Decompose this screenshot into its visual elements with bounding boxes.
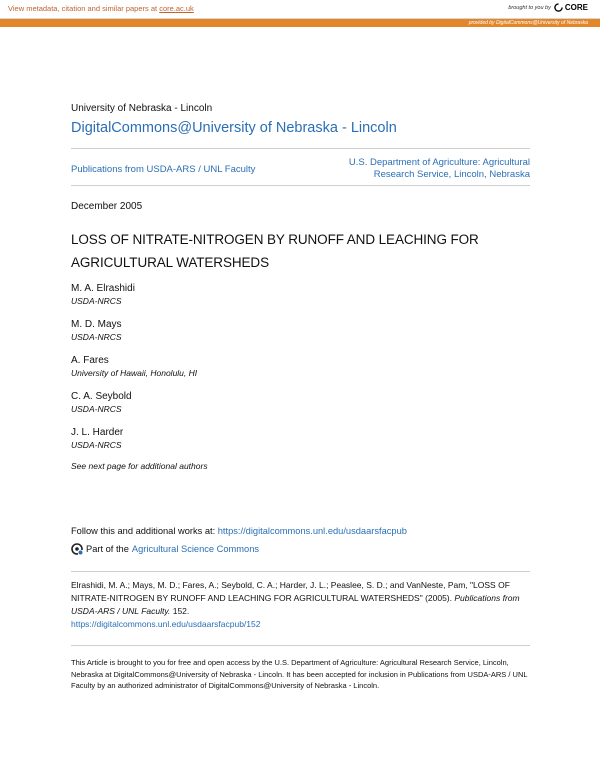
header-divider-top (71, 148, 530, 149)
article-title (71, 228, 541, 274)
core-link[interactable]: core.ac.uk (159, 4, 194, 13)
author-name: M. A. Elrashidi (71, 283, 135, 294)
author-affiliation: USDA-NRCS (71, 440, 122, 450)
author-list (71, 282, 471, 471)
core-banner (0, 0, 600, 19)
citation-number: 152. (170, 606, 190, 616)
repository-title[interactable]: DigitalCommons@University of Nebraska - Lincoln (71, 120, 397, 136)
university-name: University of Nebraska - Lincoln (71, 103, 213, 114)
article-title-line2: AGRICULTURAL WATERSHEDS (71, 255, 269, 270)
follow-url-link[interactable]: https://digitalcommons.unl.edu/usdaarsfacpub (217, 526, 407, 536)
author-affiliation: USDA-NRCS (71, 332, 122, 342)
series-right-line1: U.S. Department of Agriculture: Agricultural (348, 157, 530, 168)
author-name: C. A. Seybold (71, 391, 132, 402)
additional-authors-note: See next page for additional authors (71, 461, 208, 471)
core-brand (508, 3, 588, 12)
article-title-line1: LOSS OF NITRATE-NITROGEN BY RUNOFF AND LEACHING FOR (71, 232, 479, 247)
author-affiliation: USDA-NRCS (71, 404, 122, 414)
citation-url-link[interactable]: https://digitalcommons.unl.edu/usdaarsfacpub/152 (71, 619, 261, 629)
core-metadata-text (8, 4, 194, 13)
author-name: J. L. Harder (71, 427, 124, 438)
commons-network-icon (71, 543, 83, 555)
core-logo-text: CORE (564, 3, 588, 12)
series-right-line2: Research Service, Lincoln, Nebraska (373, 169, 530, 180)
publication-date: December 2005 (71, 201, 143, 212)
citation-divider-bottom (71, 645, 530, 646)
core-metadata-label: View metadata, citation and similar papers at (8, 4, 160, 13)
access-notice: This Article is brought to you for free and open access by the U.S. Department of Agriculture: Agricultural Research Service, Lincoln, Nebraska at DigitalCommons@University of Nebraska - Lincoln. It has been accepted for inclusion in Publications from USDA-ARS / UNL Faculty by an authorized administrator of DigitalCommons@University of Nebraska - Lincoln. (71, 658, 528, 690)
author-entry (71, 390, 471, 415)
brought-by-label: brought to you by (508, 4, 551, 11)
author-entry (71, 282, 471, 307)
author-name: M. D. Mays (71, 319, 122, 330)
citation-divider-top (71, 571, 530, 572)
provided-by-text: provided by DigitalCommons@University of Nebraska (468, 20, 588, 26)
author-entry (71, 318, 471, 343)
citation-publication: Publications from USDA-ARS / UNL Faculty. (71, 593, 520, 616)
series-link-left[interactable]: Publications from USDA-ARS / UNL Faculty (71, 164, 256, 175)
core-logo[interactable] (554, 3, 588, 12)
author-name: A. Fares (71, 355, 109, 366)
citation-text: Elrashidi, M. A.; Mays, M. D.; Fares, A.; Seybold, C. A.; Harder, J. L.; Peaslee, S. D.; and VanNeste, Pam, "LOSS OF NITRATE-NITROGEN BY RUNOFF AND LEACHING FOR AGRICULTURAL WATERSHEDS" (2005). (71, 580, 510, 603)
author-entry (71, 354, 471, 379)
part-of-line (71, 543, 259, 555)
author-affiliation: USDA-NRCS (71, 296, 122, 306)
core-provided-strip (0, 19, 600, 27)
author-entry (71, 426, 471, 451)
follow-label: Follow this and additional works at: (71, 526, 218, 536)
follow-line (71, 526, 407, 536)
author-affiliation: University of Hawaii, Honolulu, HI (71, 368, 198, 378)
commons-link[interactable]: Agricultural Science Commons (131, 544, 260, 554)
series-link-right[interactable] (300, 157, 530, 181)
recommended-citation (71, 579, 531, 631)
header-divider-bottom (71, 185, 530, 186)
part-of-label: Part of the (86, 544, 129, 554)
core-logo-icon (554, 3, 563, 12)
